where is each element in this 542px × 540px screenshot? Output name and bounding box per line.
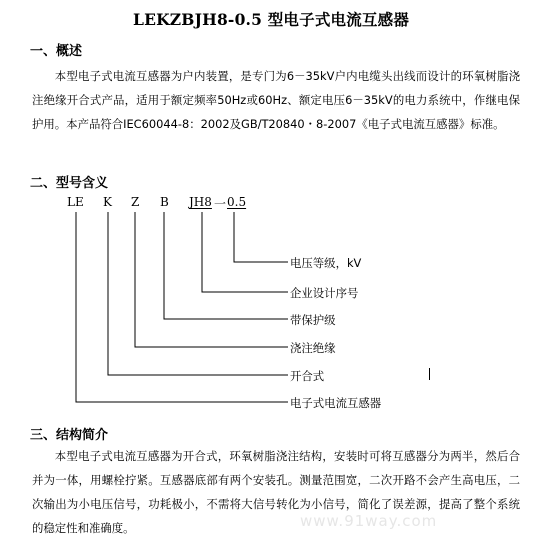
code-part-k: K: [103, 195, 112, 209]
structure-paragraph: 本型电子式电流互感器为开合式，环氧树脂浇注结构，安装时可将互感器分为两半，然后合并为一体，用螺栓拧紧。互感器底部有两个安装孔。测量范围宽，二次开路不会产生高电压，二次输出为小电压信号，功耗极小，不需将大信号转化为小信号，简化了误差源，提高了整个系统的稳定性和准确度。: [32, 449, 520, 535]
watermark: www.91way.com: [300, 512, 438, 530]
section-heading-structure: 三、结构简介: [30, 428, 109, 443]
label-cast-insulation: 浇注绝缘: [290, 341, 336, 355]
connector-design-no: [202, 212, 288, 292]
connector-voltage: [234, 212, 288, 262]
text-cursor: [429, 368, 430, 380]
section-heading-overview: 一、概述: [30, 44, 83, 59]
label-electronic-ct: 电子式电流互感器: [290, 396, 382, 410]
label-split-type: 开合式: [290, 369, 325, 383]
connector-casting: [135, 212, 288, 347]
code-part-le: LE: [67, 195, 84, 209]
label-design-serial: 企业设计序号: [290, 286, 359, 300]
section-heading-model: 二、型号含义: [30, 176, 109, 191]
document-title: LEKZBJH8-0.5 型电子式电流互感器: [132, 10, 410, 29]
code-separator: 一: [214, 197, 227, 211]
code-part-voltage: 0.5: [227, 195, 247, 209]
code-part-z: Z: [131, 195, 140, 209]
label-voltage-level: 电压等级，kV: [290, 256, 362, 270]
code-part-b: B: [160, 195, 169, 209]
overview-paragraph: 本型电子式电流互感器为户内装置，是专门为6－35kV户内电缆头出线而设计的环氧树脂浇注绝缘开合式产品，适用于额定频率50Hz或60Hz、额定电压6－35kV的电力系统中，作继电保护用。本产品符合IEC60044-8：2002及GB/T20840・8-2007《电子式电流互感器》标准。: [32, 69, 520, 131]
code-part-jh8: JH8: [189, 195, 212, 209]
label-protection-class: 带保护级: [290, 313, 336, 327]
connector-protection: [164, 212, 288, 319]
